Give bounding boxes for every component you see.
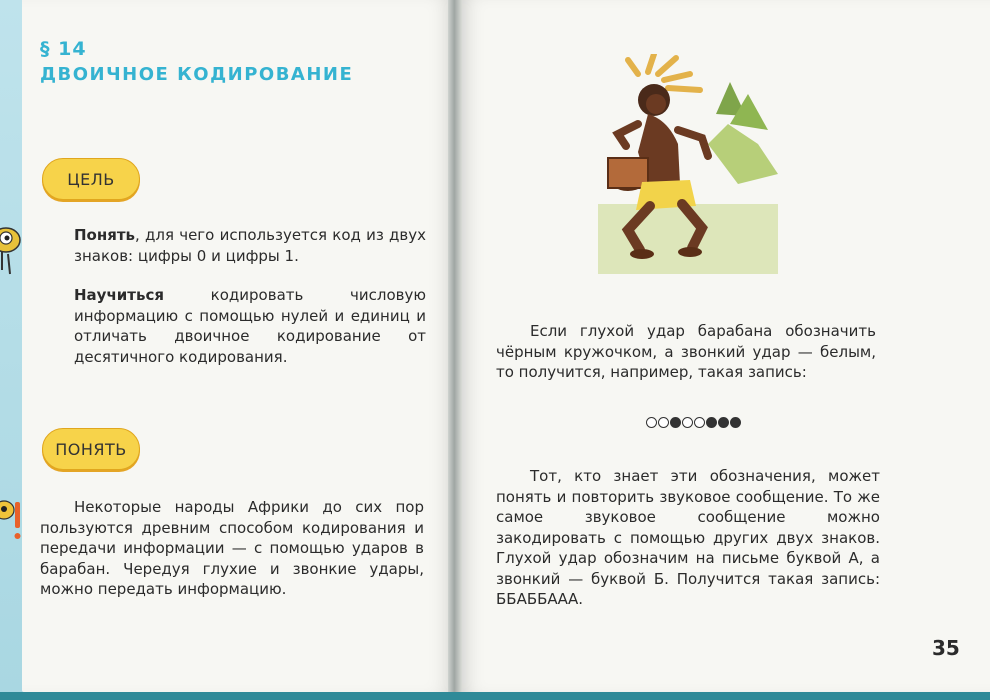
white-dot xyxy=(658,417,669,428)
owl-mascot-icon xyxy=(0,224,22,276)
goal-item1-keyword: Понять xyxy=(74,226,136,244)
african-drummer-illustration xyxy=(598,54,778,280)
exclamation-mascot-icon xyxy=(0,496,24,548)
bottom-edge xyxy=(0,692,990,700)
black-dot xyxy=(670,417,681,428)
goal-badge-label: ЦЕЛЬ xyxy=(67,169,115,189)
left-edge-strip xyxy=(0,0,24,692)
black-dot xyxy=(718,417,729,428)
letters-explanation: Тот, кто знает эти обозначения, может понять и повторить звуковое сообщение. То же самое звуковое сообщение можно закодировать с помощью других двух знаков. Глухой удар обозначим на письме буквой А, а звонкий — буквой Б. Получится такая запись: ББАББААА. xyxy=(496,467,880,608)
white-dot xyxy=(682,417,693,428)
dot-sequence xyxy=(646,417,741,428)
encoding-explanation: Если глухой удар барабана обозначить чёрным кружочком, а звонкий удар — белым, то получится, например, такая запись: xyxy=(496,322,876,381)
book-gutter xyxy=(448,0,462,696)
goal-item-learn xyxy=(74,285,426,367)
black-dot xyxy=(730,417,741,428)
goal-item1-text: , для чего используется код из двух знаков: цифры 0 и цифры 1. xyxy=(74,226,426,265)
page-title: ДВОИЧНОЕ КОДИРОВАНИЕ xyxy=(40,64,354,85)
paragraph-number: § 14 xyxy=(40,38,87,60)
understand-badge-label: ПОНЯТЬ xyxy=(55,439,127,459)
goal-badge xyxy=(42,158,140,200)
goal-item-understand xyxy=(74,225,426,266)
white-dot xyxy=(694,417,705,428)
goal-item2-keyword: Научиться xyxy=(74,286,164,304)
understand-badge xyxy=(42,428,140,470)
black-dot xyxy=(706,417,717,428)
page-number: 35 xyxy=(932,636,960,660)
white-dot xyxy=(646,417,657,428)
intro-paragraph: Некоторые народы Африки до сих пор пользуются древним способом кодирования и передачи информации — с помощью ударов в барабан. Чередуя глухие и звонкие удары, можно передать информацию. xyxy=(40,498,424,598)
goal-item2-text: кодировать числовую информацию с помощью нулей и единиц и отличать двоичное кодирование от десятичного кодирования. xyxy=(74,286,426,366)
